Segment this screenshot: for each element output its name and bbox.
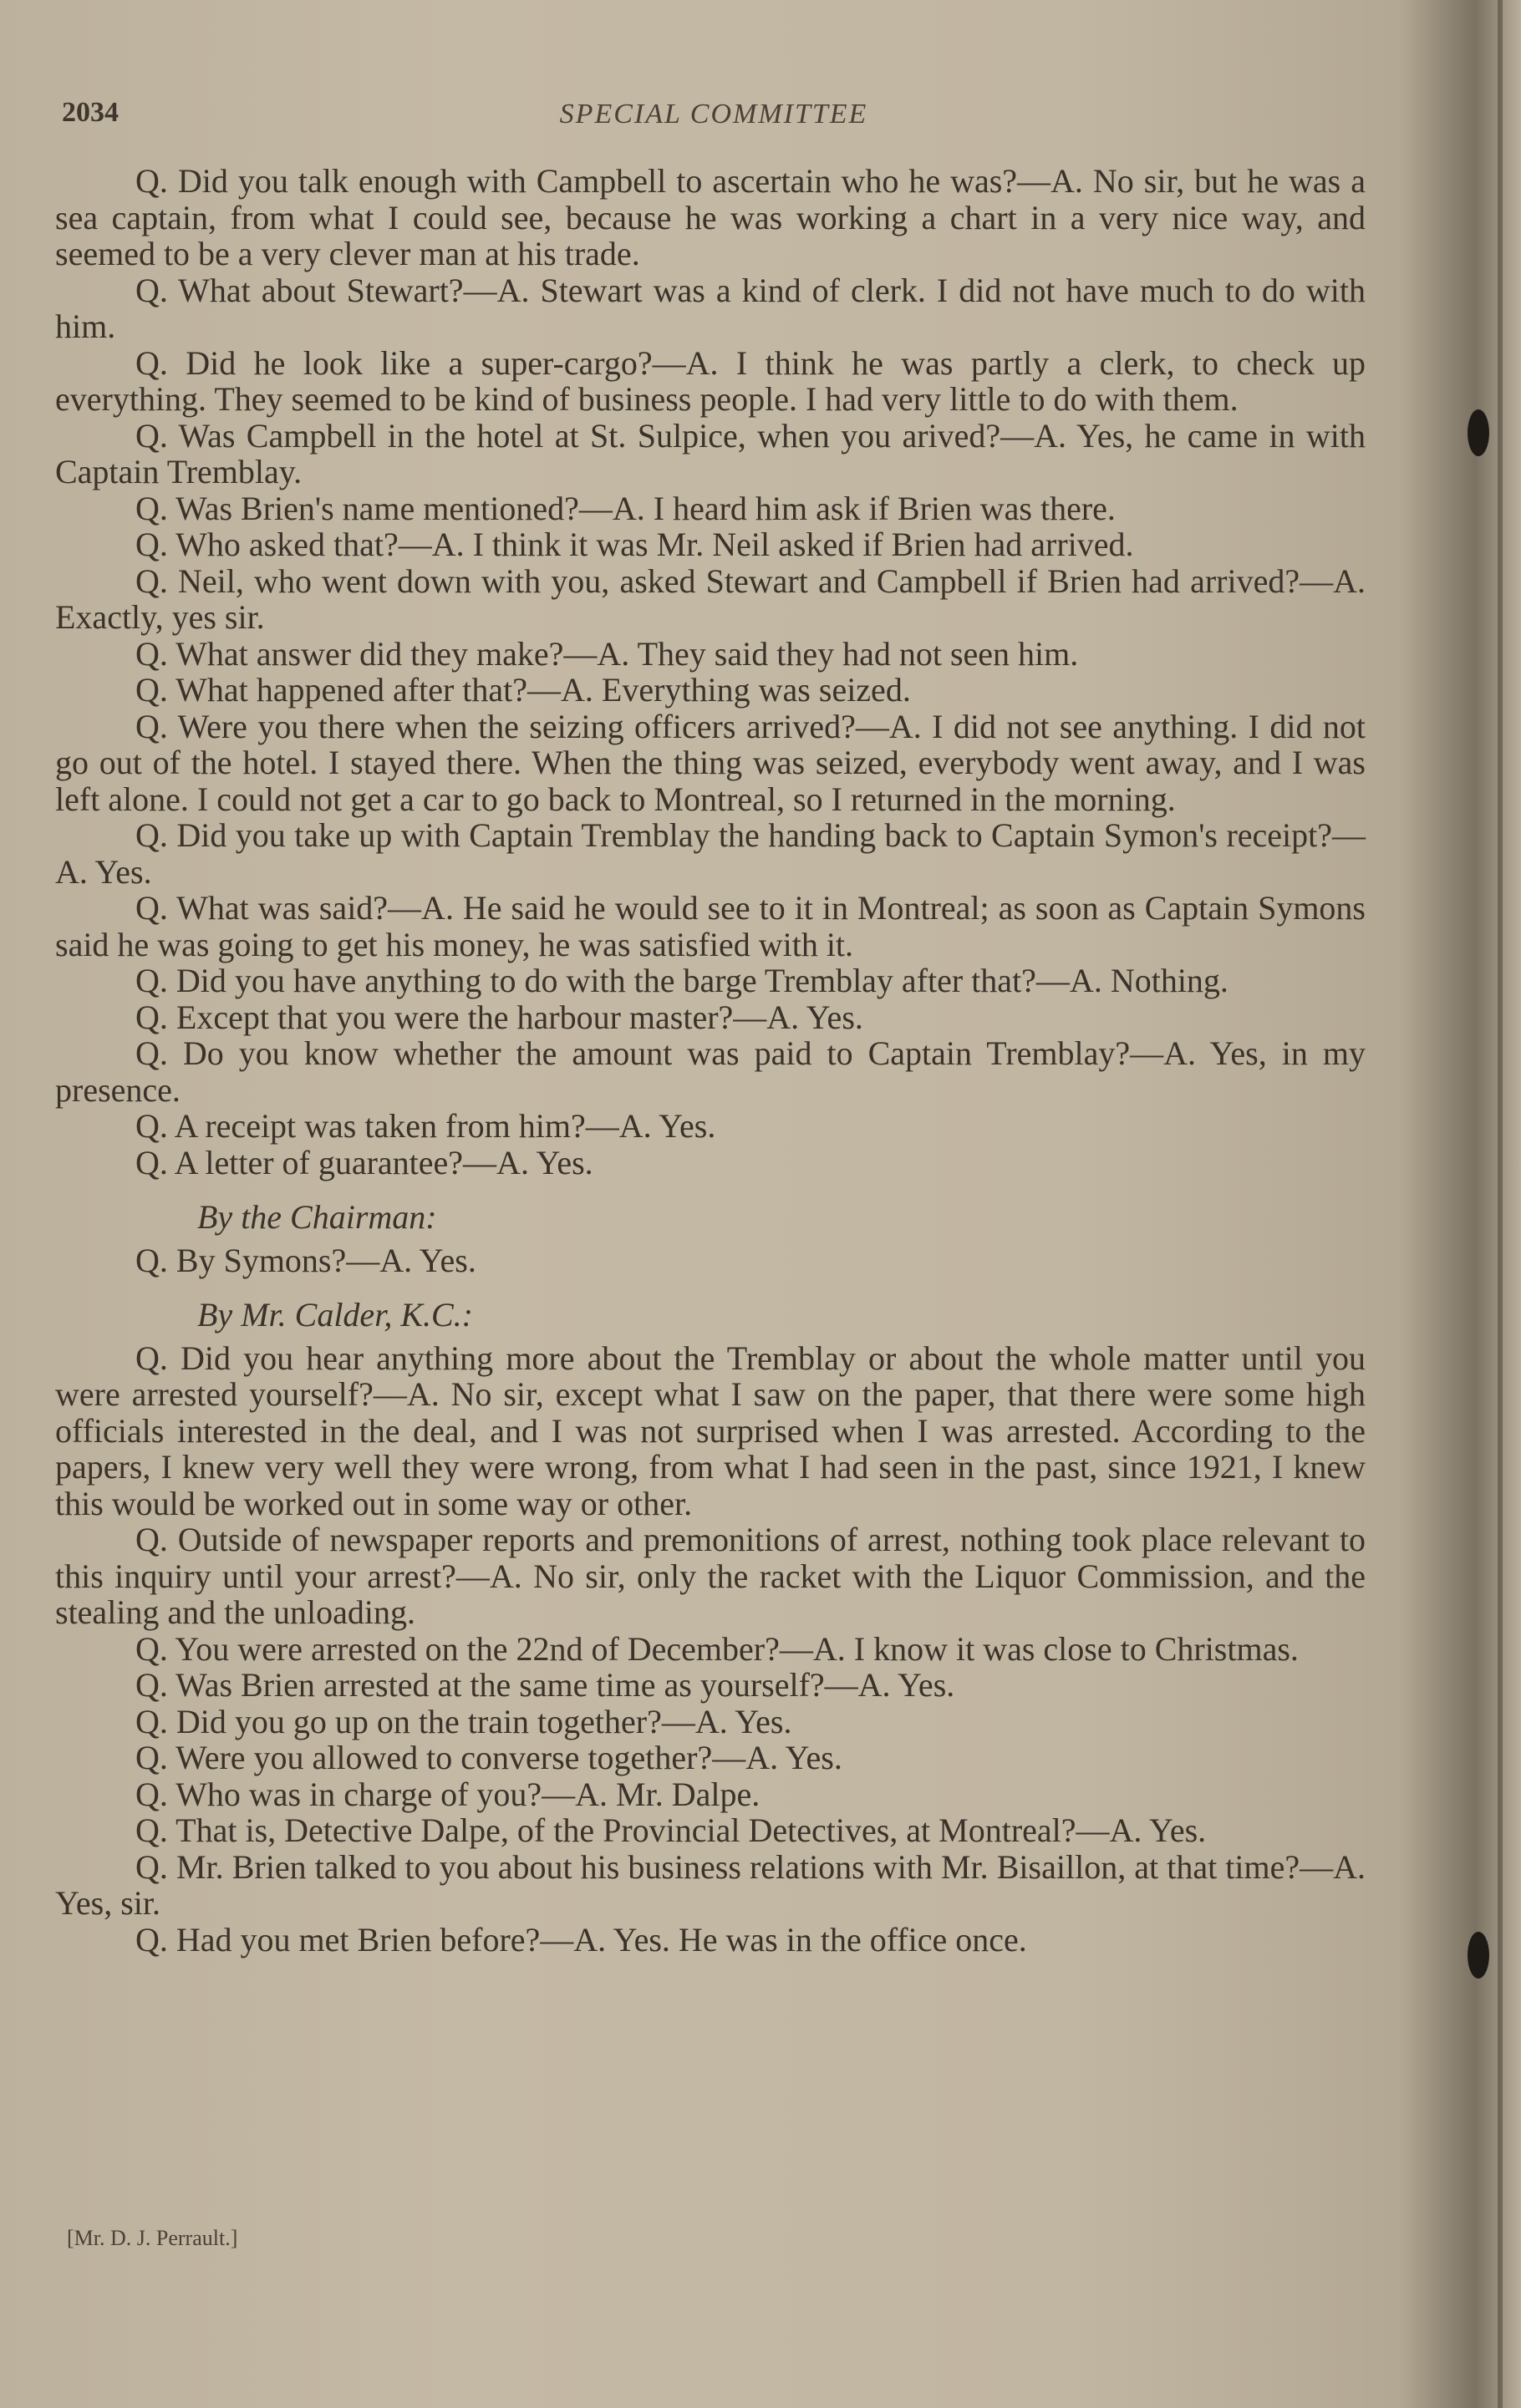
witness-footer: [Mr. D. J. Perrault.] [67, 2226, 238, 2250]
page-number: 2034 [62, 97, 119, 128]
qa-paragraph: Q. Were you there when the seizing officers arrived?—A. I did not see anything. I did not go out of the hotel. I stayed there. When the thing was seized, everybody went away, and I was left alone. I could not get a car to go back to Montreal, so I returned in the morning. [55, 707, 1366, 818]
qa-paragraph: Q. A receipt was taken from him?—A. Yes. [135, 1107, 716, 1145]
page-header [62, 97, 1366, 139]
qa-paragraph: Q. What answer did they make?—A. They said they had not seen him. [135, 634, 1079, 673]
transcript-body [55, 163, 1366, 1958]
qa-paragraph: Q. What happened after that?—A. Everything was seized. [135, 671, 911, 709]
qa-paragraph: Q. Neil, who went down with you, asked Stewart and Campbell if Brien had arrived?—A. Exactly, yes sir. [55, 561, 1366, 636]
qa-paragraph: Q. Did you have anything to do with the barge Tremblay after that?—A. Nothing. [135, 962, 1228, 999]
qa-paragraph: Q. Was Campbell in the hotel at St. Sulpice, when you arived?—A. Yes, he came in with Captain Tremblay. [55, 416, 1366, 490]
qa-paragraph: Q. What about Stewart?—A. Stewart was a kind of clerk. I did not have much to do with him. [55, 271, 1366, 345]
binding-edge [1498, 0, 1503, 2408]
qa-paragraph: Q. Mr. Brien talked to you about his business relations with Mr. Bisaillon, at that time?—A. Yes, sir. [55, 1847, 1366, 1922]
running-head: SPECIAL COMMITTEE [559, 99, 868, 130]
qa-paragraph: Q. Did he look like a super-cargo?—A. I think he was partly a clerk, to check up everything. They seemed to be kind of business people. I had very little to do with them. [55, 343, 1366, 418]
qa-paragraph: Q. Except that you were the harbour master?—A. Yes. [135, 998, 863, 1036]
examiner-heading: By Mr. Calder, K.C.: [197, 1296, 473, 1334]
qa-paragraph: Q. By Symons?—A. Yes. [135, 1241, 476, 1279]
qa-paragraph: Q. You were arrested on the 22nd of December?—A. I know it was close to Christmas. [135, 1629, 1299, 1668]
qa-paragraph: Q. Who asked that?—A. I think it was Mr. Neil asked if Brien had arrived. [135, 526, 1134, 563]
qa-paragraph: Q. Outside of newspaper reports and premonitions of arrest, nothing took place relevant to this inquiry until your arrest?—A. No sir, only the racket with the Liquor Commission, and the stealing and the unloading. [55, 1521, 1366, 1631]
qa-paragraph: Q. Do you know whether the amount was paid to Captain Tremblay?—A. Yes, in my presence. [55, 1034, 1366, 1109]
qa-paragraph: Q. Did you hear anything more about the Tremblay or about the whole matter until you were arrested yourself?—A. No sir, except what I saw on the paper, that there were some high officials interested in the deal, and I was not surprised when I was arrested. According to the papers, I knew very well they were wrong, from what I had seen in the past, since 1921, I knew this would be worked out in some way or other. [55, 1339, 1366, 1522]
examiner-heading: By the Chairman: [197, 1198, 437, 1236]
qa-paragraph: Q. Was Brien's name mentioned?—A. I heard him ask if Brien was there. [135, 489, 1116, 527]
qa-paragraph: Q. That is, Detective Dalpe, of the Provincial Detectives, at Montreal?—A. Yes. [135, 1811, 1207, 1849]
qa-paragraph: Q. A letter of guarantee?—A. Yes. [135, 1143, 593, 1181]
qa-paragraph: Q. Did you talk enough with Campbell to ascertain who he was?—A. No sir, but he was a sea captain, from what I could see, because he was working a chart in a very nice way, and seemed to be a very clever man at his trade. [55, 162, 1366, 272]
binding-hole-bottom [1468, 1932, 1489, 1979]
qa-paragraph: Q. Who was in charge of you?—A. Mr. Dalpe. [135, 1775, 760, 1813]
qa-paragraph: Q. What was said?—A. He said he would see to it in Montreal; as soon as Captain Symons said he was going to get his money, he was satisfied with it. [55, 889, 1366, 963]
qa-paragraph: Q. Did you go up on the train together?—A. Yes. [135, 1702, 792, 1740]
qa-paragraph: Q. Were you allowed to converse together?—A. Yes. [135, 1739, 842, 1776]
binding-hole-top [1468, 409, 1489, 456]
qa-paragraph: Q. Was Brien arrested at the same time as yourself?—A. Yes. [135, 1666, 955, 1704]
qa-paragraph: Q. Had you met Brien before?—A. Yes. He was in the office once. [135, 1920, 1027, 1958]
qa-paragraph: Q. Did you take up with Captain Tremblay the handing back to Captain Symon's receipt?—A. Yes. [55, 816, 1366, 891]
